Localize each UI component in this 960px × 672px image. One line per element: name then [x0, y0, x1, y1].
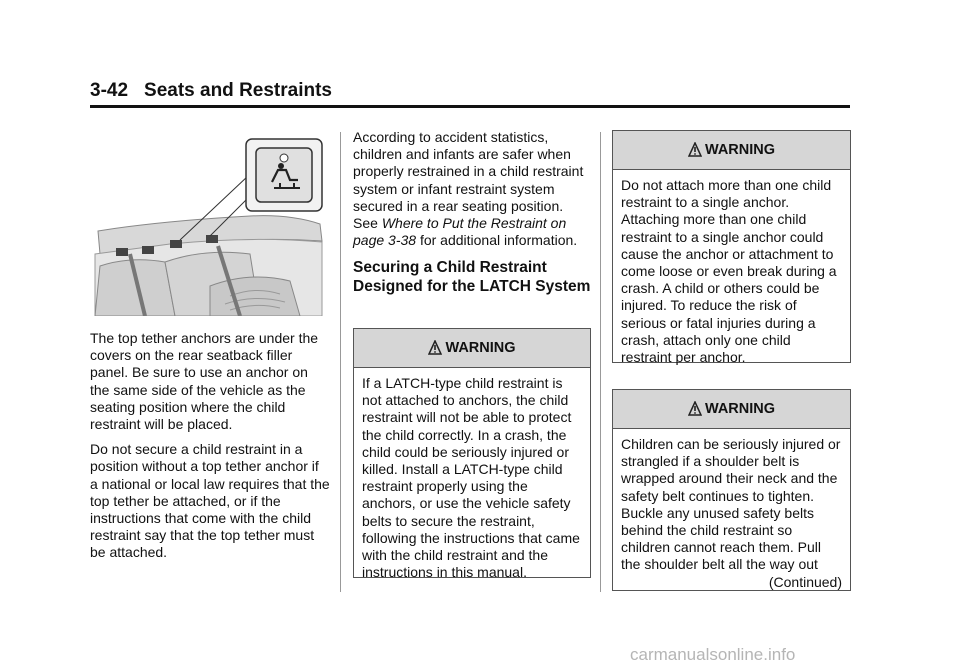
- cross-reference-link[interactable]: Where to Put the Restraint on page 3-38: [353, 215, 567, 249]
- col1-paragraph-2: Do not secure a child restraint in a position without a top tether anchor if a national or local law requires that the top tether be attached, or if the instructions that come with the child restraint say that the top tether must be attached.: [90, 441, 330, 561]
- latch-warning-box: [353, 328, 591, 581]
- header-rule: [90, 105, 850, 108]
- watermark: carmanualsonline.info: [630, 645, 796, 664]
- warning-title: WARNING: [445, 340, 516, 356]
- column-divider-1: [340, 132, 341, 592]
- column-divider-2: [600, 132, 601, 592]
- col1-paragraph-1: The top tether anchors are under the covers on the rear seatback filler panel. Be sure to use an anchor on the same side of the vehicle as the seating position where the child restraint will be placed.: [90, 330, 319, 433]
- col2-paragraph-1-text: According to accident statistics, children and infants are safer when properly restrained in a child restraint system or infant restraint system secured in a rear seating position. See: [353, 129, 584, 232]
- anchor-warning-box: [612, 130, 851, 366]
- page-header: [90, 80, 332, 102]
- warning-header: [354, 329, 590, 368]
- warning-icon: [688, 142, 702, 158]
- column-1: [90, 136, 330, 570]
- warning-title: WARNING: [704, 142, 776, 158]
- warning-icon: [428, 340, 442, 356]
- col2-paragraph-1-tail: for additional information.: [419, 232, 578, 249]
- tether-anchor-illustration: [90, 136, 330, 316]
- warning-icon: [688, 401, 702, 417]
- warning-header: [613, 390, 850, 429]
- column-2: [353, 129, 591, 302]
- warning-title: WARNING: [704, 401, 776, 417]
- warning-text: Do not attach more than one child restraint to a single anchor. Attaching more than one child restraint to a single anchor could cause the anchor or attachment to come loose or even break during a crash. A child or others could be injured. To reduce the risk of serious or fatal injuries during a crash, attach only one child restraint per anchor.: [621, 177, 837, 366]
- belt-warning-box: [612, 389, 851, 591]
- section-heading: Securing a Child Restraint Designed for the LATCH System: [353, 259, 591, 295]
- col2-paragraph-1: [353, 129, 591, 249]
- warning-body: Children can be seriously injured or strangled if a shoulder belt is wrapped around their neck and the safety belt continues to tighten. Buckle any unused safety belts behind the child restraint so children cannot reach them. Pull the shoulder belt all the way out: [621, 436, 841, 573]
- warning-text: [613, 429, 850, 597]
- page-title: Seats and Restraints: [144, 80, 332, 101]
- continued-label: (Continued): [768, 573, 842, 590]
- warning-header: [613, 131, 850, 170]
- warning-text: If a LATCH-type child restraint is not attached to anchors, the child restraint will not be able to protect the child correctly. In a crash, the child could be seriously injured or killed. Install a LATCH-type child restraint properly using the anchors, or use the vehicle safety belts to secure the restraint, following the instructions that came with the child restraint and the instructions in this manual.: [362, 375, 580, 581]
- page-number: 3-42: [90, 80, 129, 101]
